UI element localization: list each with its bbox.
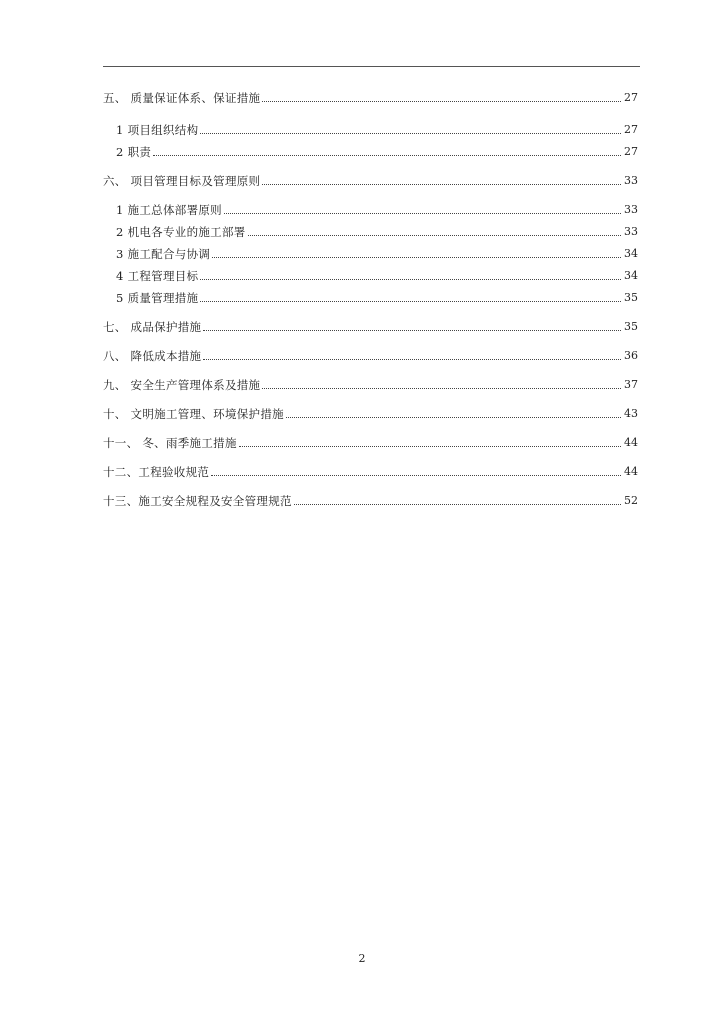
toc-entry-page: 33 <box>624 225 638 238</box>
toc-entry-page: 27 <box>624 145 638 158</box>
toc-dot-leader <box>239 446 621 447</box>
toc-dot-leader <box>224 213 621 214</box>
toc-dot-leader <box>262 388 621 389</box>
toc-dot-leader <box>200 133 621 134</box>
toc-entry-5-2[interactable] <box>116 144 638 160</box>
toc-dot-leader <box>248 235 621 236</box>
toc-dot-leader <box>203 330 621 331</box>
toc-entry-title: 5 质量管理措施 <box>116 291 199 305</box>
toc-entry-section-10[interactable] <box>103 406 638 422</box>
header-rule <box>103 66 640 67</box>
toc-entry-section-7[interactable] <box>103 319 638 335</box>
toc-dot-leader <box>200 279 621 280</box>
toc-entry-section-5[interactable] <box>103 90 638 106</box>
toc-entry-title: 十一、 冬、雨季施工措施 <box>103 436 237 450</box>
toc-entry-page: 44 <box>624 436 638 449</box>
toc-entry-title: 十、 文明施工管理、环境保护措施 <box>103 407 284 421</box>
toc-dot-leader <box>212 257 621 258</box>
toc-dot-leader <box>262 101 621 102</box>
toc-entry-page: 52 <box>624 494 638 507</box>
toc-entry-title: 十三、施工安全规程及安全管理规范 <box>103 494 292 508</box>
page-number: 2 <box>358 952 366 965</box>
toc-entry-title: 六、 项目管理目标及管理原则 <box>103 174 261 188</box>
toc-entry-page: 35 <box>624 320 638 333</box>
toc-dot-leader <box>286 417 621 418</box>
toc-entry-title: 1 施工总体部署原则 <box>116 203 222 217</box>
toc-entry-page: 44 <box>624 465 638 478</box>
toc-dot-leader <box>203 359 621 360</box>
toc-entry-title: 十二、工程验收规范 <box>103 465 210 479</box>
toc-entry-title: 七、 成品保护措施 <box>103 320 202 334</box>
toc-entry-6-5[interactable] <box>116 290 638 306</box>
toc-entry-6-4[interactable] <box>116 268 638 284</box>
toc-entry-title: 3 施工配合与协调 <box>116 247 211 261</box>
toc-entry-section-11[interactable] <box>103 435 638 451</box>
toc-entry-section-12[interactable] <box>103 464 638 480</box>
toc-dot-leader <box>200 301 621 302</box>
toc-entry-section-6[interactable] <box>103 173 638 189</box>
toc-entry-page: 34 <box>624 247 638 260</box>
toc-dot-leader <box>153 155 621 156</box>
toc-entry-section-8[interactable] <box>103 348 638 364</box>
toc-entry-page: 43 <box>624 407 638 420</box>
toc-entry-page: 35 <box>624 291 638 304</box>
toc-entry-title: 2 机电各专业的施工部署 <box>116 225 246 239</box>
toc-entry-title: 1 项目组织结构 <box>116 123 199 137</box>
toc-entry-page: 27 <box>624 91 638 104</box>
toc-entry-title: 八、 降低成本措施 <box>103 349 202 363</box>
toc-entry-page: 33 <box>624 203 638 216</box>
toc-entry-section-9[interactable] <box>103 377 638 393</box>
toc-dot-leader <box>294 504 621 505</box>
toc-dot-leader <box>262 184 621 185</box>
toc-entry-page: 34 <box>624 269 638 282</box>
toc-entry-6-1[interactable] <box>116 202 638 218</box>
toc-entry-title: 4 工程管理目标 <box>116 269 199 283</box>
toc-entry-page: 27 <box>624 123 638 136</box>
toc-entry-page: 33 <box>624 174 638 187</box>
toc-entry-6-3[interactable] <box>116 246 638 262</box>
toc-entry-page: 36 <box>624 349 638 362</box>
toc-entry-5-1[interactable] <box>116 122 638 138</box>
toc-entry-6-2[interactable] <box>116 224 638 240</box>
toc-entry-title: 五、 质量保证体系、保证措施 <box>103 91 261 105</box>
toc-entry-section-13[interactable] <box>103 493 638 509</box>
toc-entry-title: 2 职责 <box>116 145 152 159</box>
toc-dot-leader <box>211 475 621 476</box>
toc-entry-page: 37 <box>624 378 638 391</box>
toc-entry-title: 九、 安全生产管理体系及措施 <box>103 378 261 392</box>
